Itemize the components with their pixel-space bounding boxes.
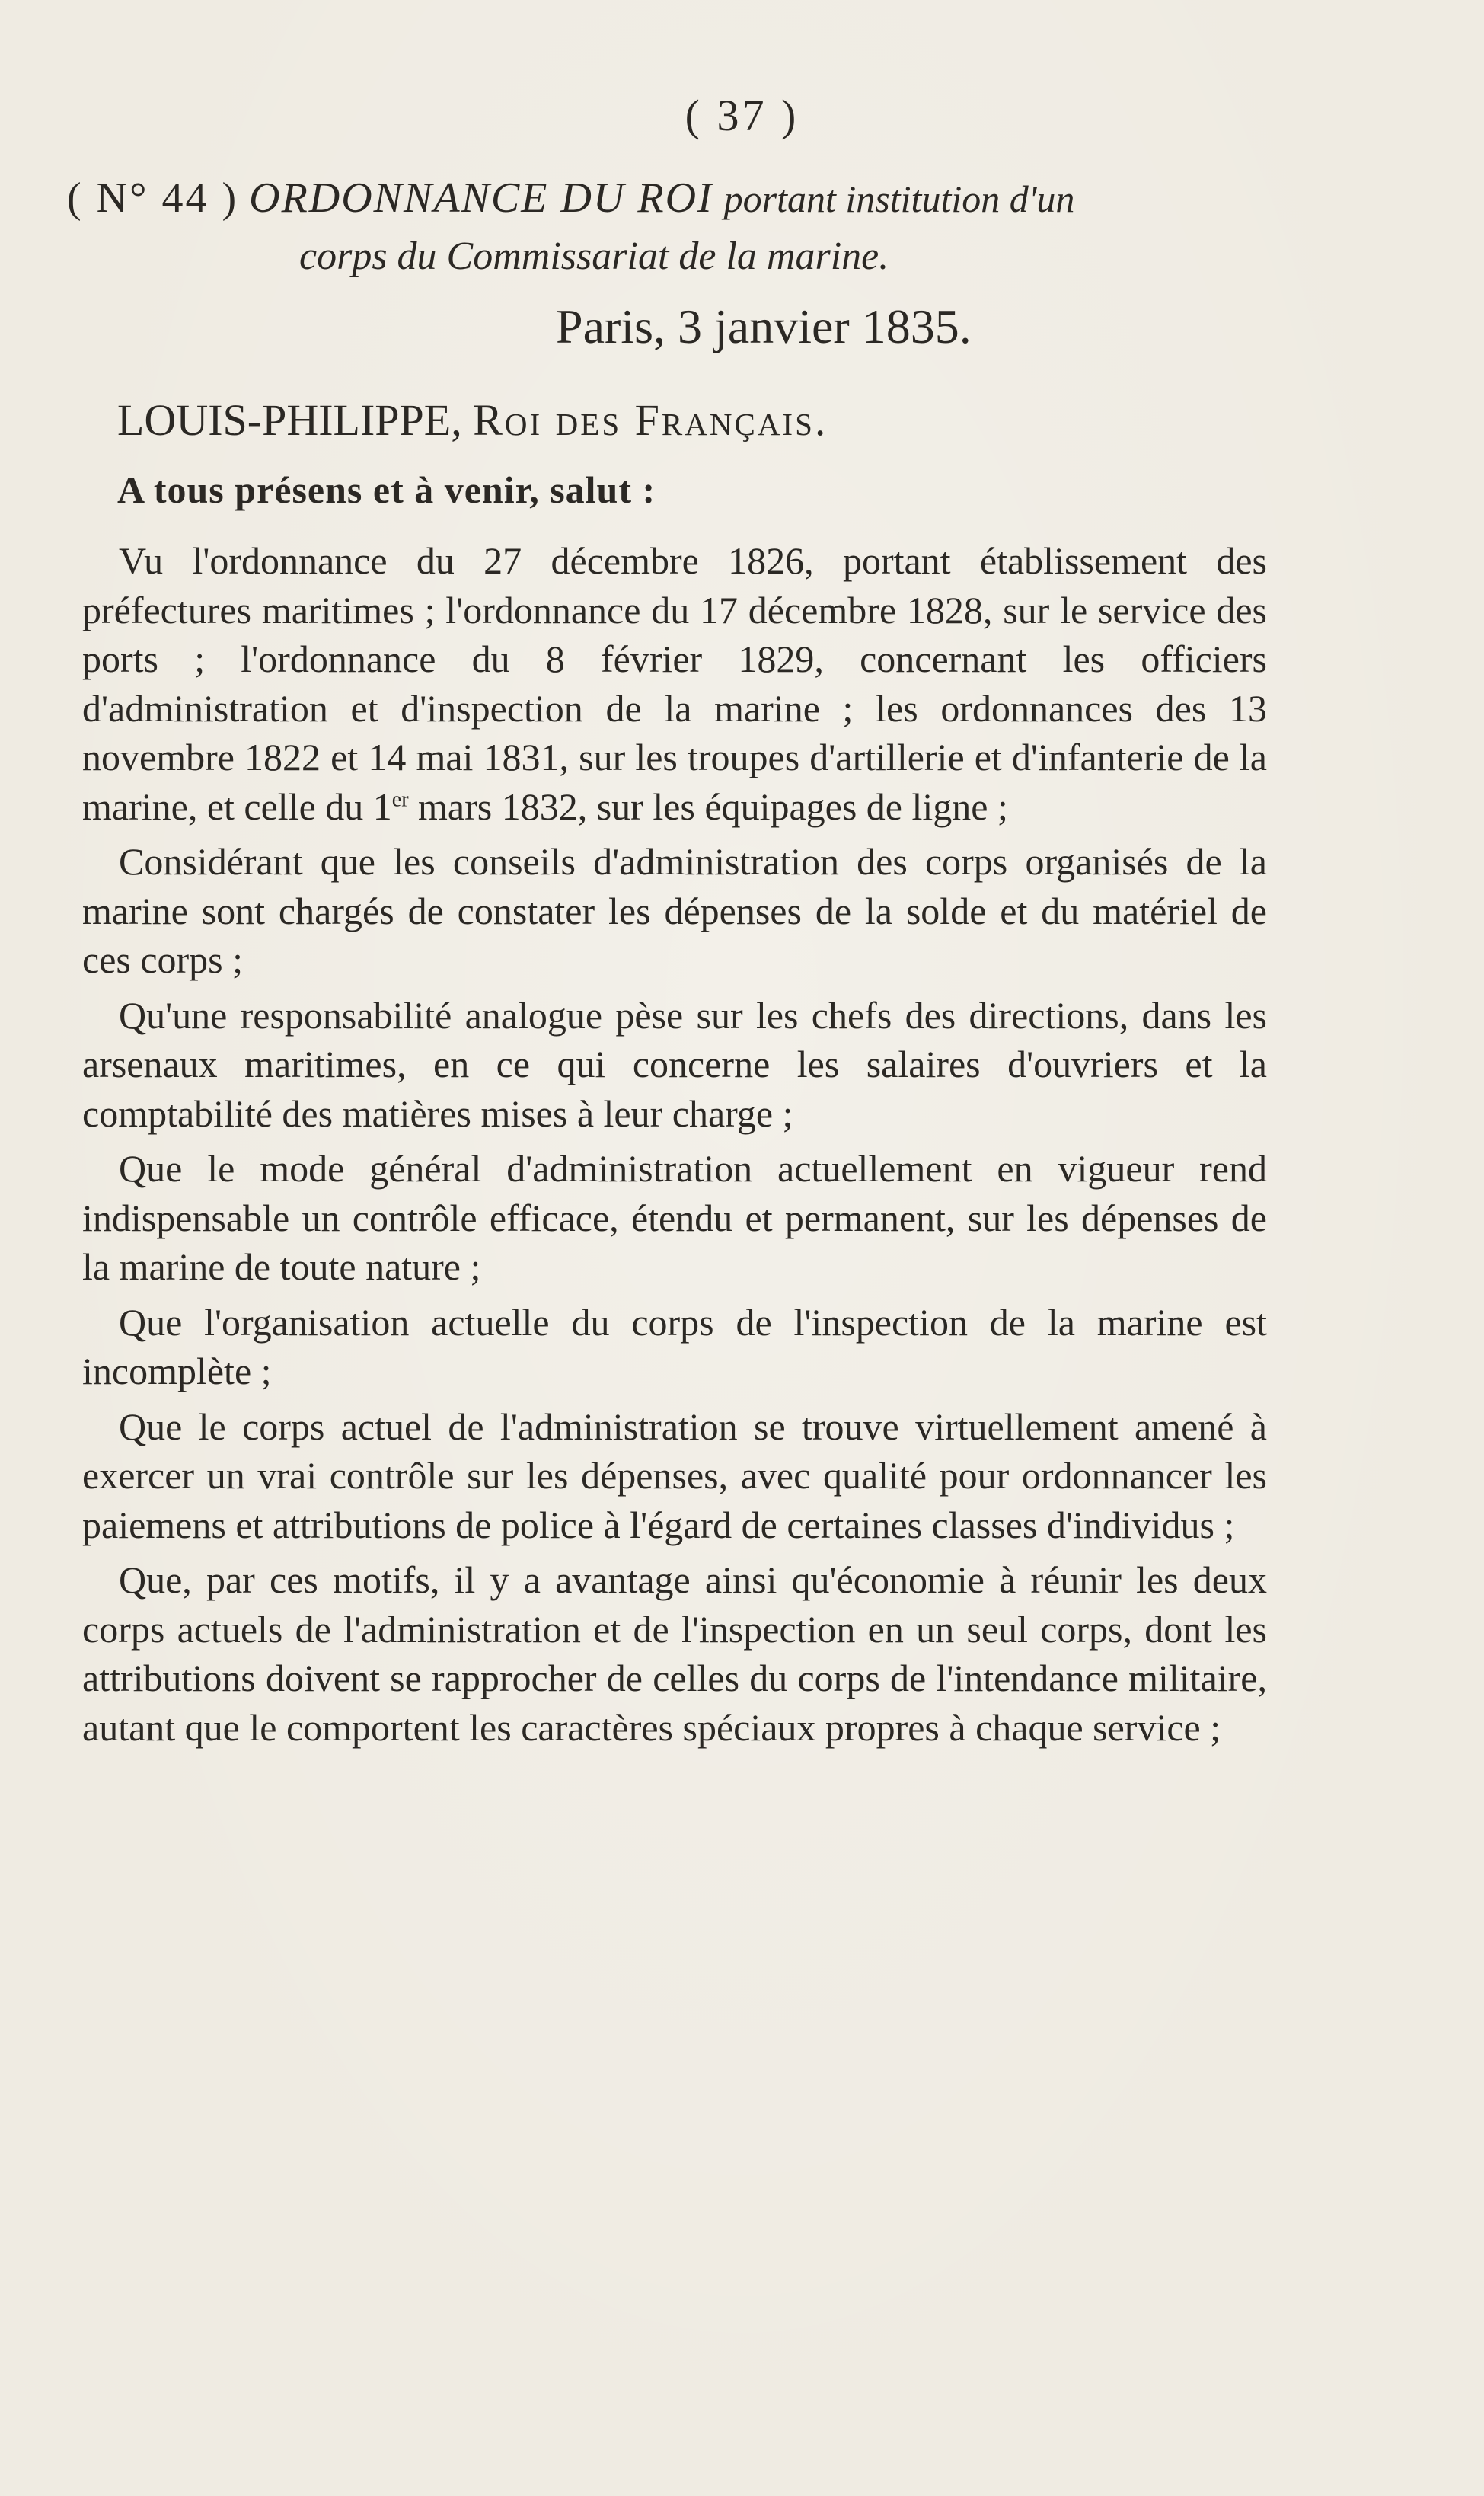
addressee (117, 395, 828, 446)
ordinance-body (82, 536, 1267, 1758)
paragraph: Vu l'ordonnance du 27 décembre 1826, portant établissement des préfectures maritimes ; l'ordonnance du 17 décembre 1828, sur le service des ports ; l'ordonnance du 8 février 1829, concernant les officiers d'administration et d'inspection de la marine ; les ordonnances des 13 novembre 1822 et 14 mai 1831, sur les troupes d'artillerie et d'infanterie de la marine, et celle du 1er mars 1832, sur les équipages de ligne ; (82, 539, 1267, 828)
king-title: Roi des Français. (473, 395, 828, 445)
paragraph: Que le corps actuel de l'administration se trouve virtuellement amené à exercer un vrai contrôle sur les dépenses, avec qualité pour ordonnancer les paiemens et attributions de police à l'égard de certaines classes d'individus ; (82, 1405, 1267, 1546)
ordinance-title-line2: corps du Commissariat de la marine. (299, 235, 889, 278)
paragraph: Que le mode général d'administration actuellement en vigueur rend indispensable un contrôle efficace, étendu et permanent, sur les dépenses de la marine de toute nature ; (82, 1147, 1267, 1288)
page-number: ( 37 ) (685, 91, 799, 140)
paragraph: Qu'une responsabilité analogue pèse sur les chefs des directions, dans les arsenaux maritimes, en ce qui concerne les salaires d'ouvriers et la comptabilité des matières mises à leur charge ; (82, 993, 1267, 1135)
paragraph: Que l'organisation actuelle du corps de l'inspection de la marine est incomplète ; (82, 1300, 1267, 1392)
ordinance-heading (67, 169, 1270, 286)
ordinance-title-rest: portant institution d'un (723, 177, 1075, 220)
salutation: A tous présens et à venir, salut : (117, 468, 656, 511)
ordinance-title-caps: ORDONNANCE DU ROI (249, 174, 713, 222)
dateline: Paris, 3 janvier 1835. (556, 299, 972, 353)
king-name: LOUIS-PHILIPPE, (117, 395, 462, 445)
paragraph: Que, par ces motifs, il y a avantage ainsi qu'économie à réunir les deux corps actuels de l'administration et de l'inspection en un seul corps, dont les attributions doivent se rapprocher de celles du corps de l'intendance militaire, autant que le comportent les caractères spéciaux propres à chaque service ; (82, 1558, 1267, 1749)
paragraph: Considérant que les conseils d'administration des corps organisés de la marine sont chargés de constater les dépenses de la solde et du matériel de ces corps ; (82, 840, 1267, 981)
ordinance-number: ( N° 44 ) (67, 174, 239, 222)
